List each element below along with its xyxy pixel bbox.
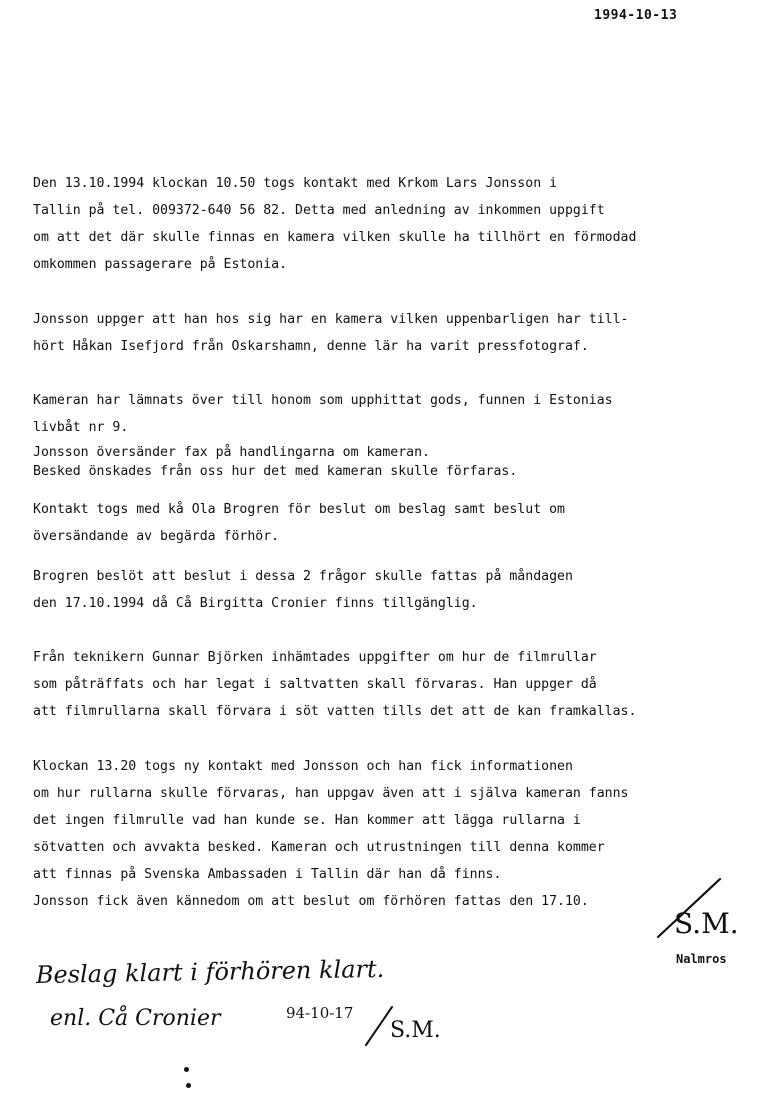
handwritten-date: 94-10-17 [286,1004,354,1022]
handwritten-initials: S.M. [390,1018,441,1043]
text-line: Kameran har lämnats över till honom som upphittat gods, funnen i Estonias [33,393,613,408]
paragraph-8 [33,753,733,915]
text-line: livbåt nr 9. [33,420,129,435]
paragraph-3 [33,387,733,441]
signer-name: Nalmros [676,952,727,966]
handwritten-line-2: enl. Cå Cronier [50,1006,221,1031]
text-line: Jonsson översänder fax på handlingarna om kameran. [33,445,430,460]
text-line: Besked önskades från oss hur det med kameran skulle förfaras. [33,464,518,479]
paragraph-7 [33,644,733,725]
text-line: Den 13.10.1994 klockan 10.50 togs kontakt med Krkom Lars Jonsson i [33,176,558,191]
text-line: omkommen passagerare på Estonia. [33,257,288,272]
paragraph-5 [33,496,733,550]
ink-dot [186,1083,191,1088]
text-line: Tallin på tel. 009372-640 56 82. Detta med anledning av inkommen uppgift [33,203,605,218]
text-line: Jonsson fick även kännedom om att beslut om förhören fattas den 17.10. [33,894,589,909]
text-line: det ingen filmrulle vad han kunde se. Han kommer att lägga rullarna i [33,813,581,828]
text-line: den 17.10.1994 då Cå Birgitta Cronier finns tillgänglig. [33,596,478,611]
text-line: Klockan 13.20 togs ny kontakt med Jonsson och han fick informationen [33,759,573,774]
paragraph-1 [33,170,733,278]
paragraph-6 [33,563,733,617]
text-line: sötvatten och avvakta besked. Kameran och utrustningen till denna kommer [33,840,605,855]
paragraph-4 [33,443,733,481]
document-date: 1994-10-13 [594,8,678,23]
handwritten-note [36,955,516,1055]
text-line: Brogren beslöt att beslut i dessa 2 frågor skulle fattas på måndagen [33,569,573,584]
handwritten-line-1: Beslag klart i förhören klart. [36,955,385,989]
signature-initials-text: S.M. [674,907,739,940]
text-line: Jonsson uppger att han hos sig har en kamera vilken uppenbarligen har till- [33,312,629,327]
text-line: som påträffats och har legat i saltvatten skall förvaras. Han uppger då [33,677,597,692]
text-line: att filmrullarna skall förvara i söt vatten tills det att de kan framkallas. [33,704,637,719]
text-line: att finnas på Svenska Ambassaden i Tallin där han då finns. [33,867,502,882]
signature-initials [640,875,770,945]
text-line: Från teknikern Gunnar Björken inhämtades uppgifter om hur de filmrullar [33,650,597,665]
text-line: hört Håkan Isefjord från Oskarshamn, denne lär ha varit pressfotograf. [33,339,589,354]
text-line: om att det där skulle finnas en kamera vilken skulle ha tillhört en förmodad [33,230,637,245]
text-line: Kontakt togs med kå Ola Brogren för beslut om beslag samt beslut om [33,502,565,517]
text-line: översändande av begärda förhör. [33,529,280,544]
ink-dot [184,1067,189,1072]
paragraph-2 [33,306,733,360]
text-line: om hur rullarna skulle förvaras, han uppgav även att i själva kameran fanns [33,786,629,801]
